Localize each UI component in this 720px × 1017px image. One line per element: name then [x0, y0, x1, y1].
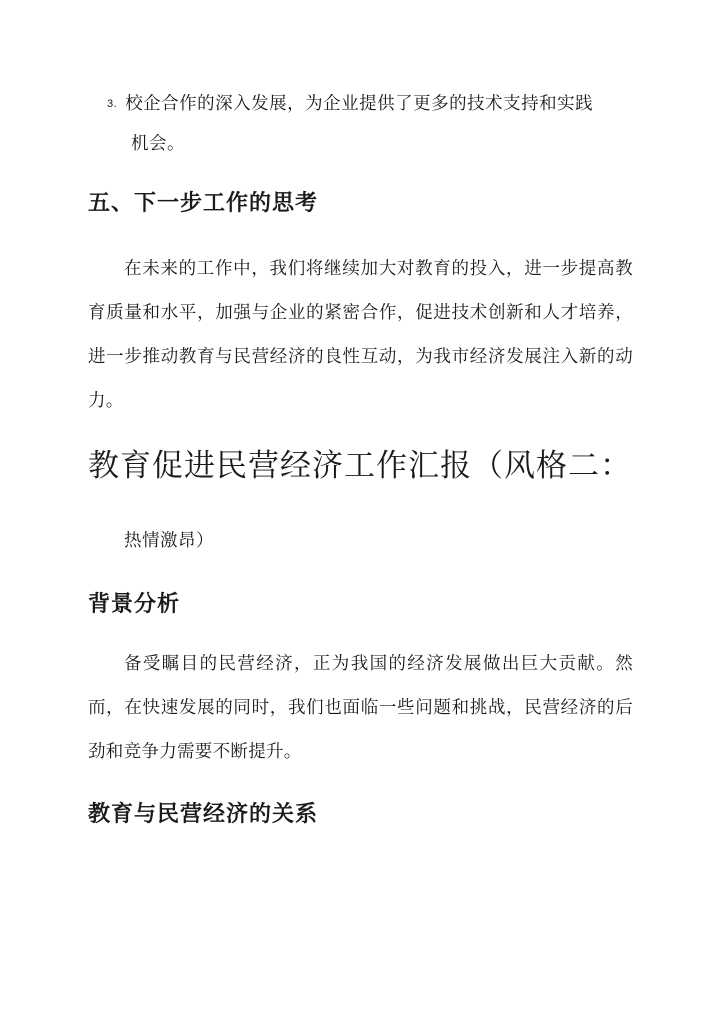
list-number: 3. [107, 98, 118, 110]
list-item-text: 校企合作的深入发展，为企业提供了更多的技术支持和实践 [125, 94, 594, 114]
list-item-continuation: 机会。 [131, 134, 185, 154]
document-title-continuation: 热情激昂） [124, 531, 214, 551]
list-item [107, 84, 647, 164]
section-heading-relation: 教育与民营经济的关系 [88, 801, 319, 827]
document-title: 教育促进民营经济工作汇报（风格二： [88, 448, 632, 484]
section-heading-next-steps: 五、下一步工作的思考 [88, 190, 319, 216]
section-heading-background: 背景分析 [88, 591, 181, 617]
paragraph-background: 备受瞩目的民营经济，正为我国的经济发展做出巨大贡献。然而，在快速发展的同时，我们也面临一些问题和挑战，民营经济的后劲和竞争力需要不断提升。 [88, 654, 633, 762]
paragraph-next-steps: 在未来的工作中，我们将继续加大对教育的投入，进一步提高教育质量和水平，加强与企业的紧密合作，促进技术创新和人才培养，进一步推动教育与民营经济的良性互动，为我市经济发展注入新的动力。 [88, 259, 633, 411]
